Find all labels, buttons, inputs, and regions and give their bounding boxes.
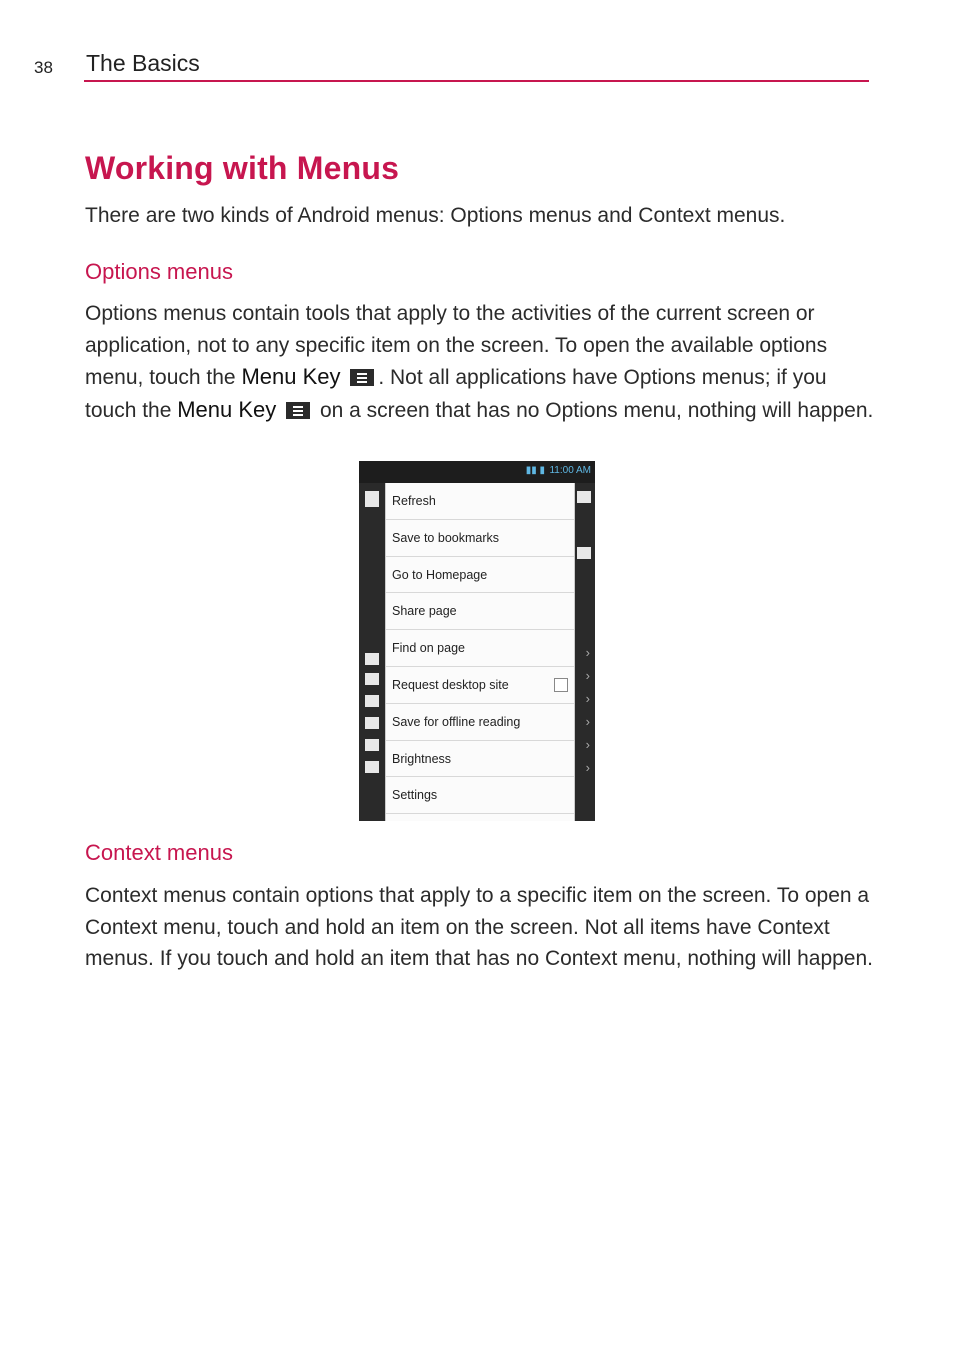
status-time: 11:00 AM <box>549 465 591 476</box>
search-icon <box>577 547 591 559</box>
menu-item-find-on-page[interactable]: Find on page <box>386 630 574 667</box>
checkbox[interactable] <box>554 678 568 692</box>
app-icon <box>365 653 379 665</box>
header-rule <box>84 80 869 82</box>
page-title: Working with Menus <box>85 150 400 186</box>
menu-key-icon <box>286 402 310 419</box>
chevron-right-icon: › <box>585 737 590 752</box>
options-menus-paragraph <box>85 298 875 426</box>
browser-background-left <box>359 483 385 821</box>
options-text-2: . Not all applications have Options menus; if you touch the <box>85 366 827 422</box>
menu-item-brightness[interactable]: Brightness <box>386 741 574 778</box>
app-icon <box>365 761 379 773</box>
app-icon <box>365 695 379 707</box>
context-menus-paragraph: Context menus contain options that apply to a specific item on the screen. To open a Context menu, touch and hold an item on the screen. Not all items have Context menus. If you touch and hold an item that has no Context menu, nothing will happen. <box>85 884 874 971</box>
section-name: The Basics <box>86 50 200 76</box>
menu-item-settings[interactable]: Settings <box>386 777 574 814</box>
menu-item-save-to-bookmarks[interactable]: Save to bookmarks <box>386 520 574 557</box>
tab-icon <box>365 491 379 507</box>
signal-battery-icon: ▮▮ ▮ <box>525 465 545 476</box>
options-menu-screenshot <box>359 461 595 821</box>
menu-key-icon <box>350 369 374 386</box>
menu-key-label: Menu Key <box>241 364 341 390</box>
options-text-3: on a screen that has no Options menu, nothing will happen. <box>314 398 874 422</box>
options-menu <box>385 483 575 821</box>
menu-item-request-desktop-site[interactable] <box>386 667 574 704</box>
chevron-right-icon: › <box>585 714 590 729</box>
page-number: 38 <box>34 58 53 77</box>
chevron-right-icon: › <box>585 760 590 775</box>
intro-paragraph: There are two kinds of Android menus: Options menus and Context menus. <box>85 204 786 227</box>
options-text-1: Options menus contain tools that apply to the activities of the current screen or application, not to any specific item on the screen. To open the available options menu, touch the <box>85 302 828 390</box>
menu-item-save-for-offline-reading[interactable]: Save for offline reading <box>386 704 574 741</box>
status-bar <box>359 461 595 483</box>
chevron-right-icon: › <box>585 691 590 706</box>
info-icon <box>577 491 591 503</box>
menu-item-go-to-homepage[interactable]: Go to Homepage <box>386 557 574 594</box>
menu-item-refresh[interactable]: Refresh <box>386 483 574 520</box>
app-icon <box>365 673 379 685</box>
context-menus-heading: Context menus <box>85 840 233 865</box>
chevron-right-icon: › <box>585 668 590 683</box>
menu-item-share-page[interactable]: Share page <box>386 593 574 630</box>
app-icon <box>365 739 379 751</box>
chevron-right-icon: › <box>585 645 590 660</box>
menu-key-label: Menu Key <box>177 396 277 422</box>
menu-item-label: Request desktop site <box>392 677 509 692</box>
browser-background-right <box>573 483 595 821</box>
options-menus-heading: Options menus <box>85 259 233 284</box>
app-icon <box>365 717 379 729</box>
